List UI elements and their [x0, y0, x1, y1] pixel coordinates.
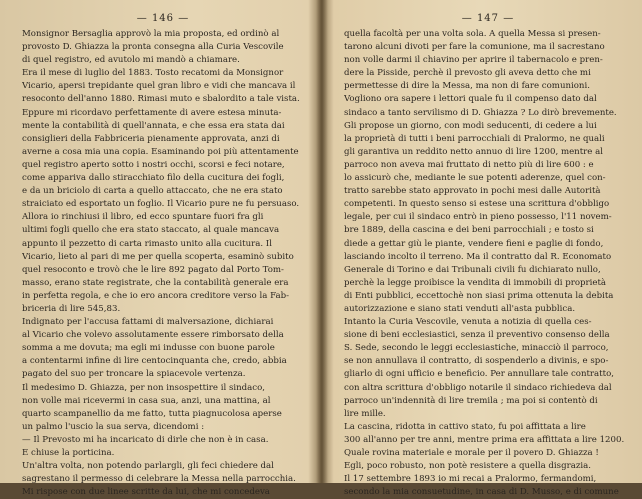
right-page-text	[344, 28, 632, 499]
text-line: bre 1889, della cascina e dei beni parrocchiali ; e tosto si	[344, 225, 594, 236]
text-line: Vicario, lieto al pari di me per quella scoperta, esaminò subito	[22, 251, 294, 262]
text-line: somma a me dovuta; ma egli mi indusse con buone parole	[22, 343, 275, 354]
text-line: Il medesimo D. Ghiazza, per non insospettire il sindaco,	[22, 382, 265, 393]
text-line: diede a gettar giù le piante, vendere fieni e paglie di fondo,	[344, 238, 604, 249]
text-line: pagato del suo per troncare la spiacevole vertenza.	[22, 369, 246, 380]
text-line: ultimi fogli quello che era stato staccato, al quale mancava	[22, 225, 280, 236]
text-line: La cascina, ridotta in cattivo stato, fu poi affittata a lire	[344, 421, 586, 432]
text-line: consiglieri della Fabbriceria pienamente approvata, anzi di	[22, 133, 280, 144]
text-line: mente la contabilità di quell'annata, e che essa era stata dai	[22, 120, 285, 131]
text-line: con altra scrittura d'obbligo notarile il sindaco richiedeva dal	[344, 382, 612, 393]
text-line: lire mille.	[344, 408, 386, 419]
text-line: al Vicario che volevo assolutamente essere rimborsato della	[22, 330, 284, 341]
text-line: di quel registro, ed avutolo mi mandò a chiamare.	[22, 55, 240, 66]
text-line: Quale rovina materiale e morale per il povero D. Ghiazza !	[344, 448, 599, 458]
text-line: legale, per cui il sindaco entrò in pieno possesso, l'11 novem-	[344, 212, 612, 223]
text-line: briceria di lire 545,83.	[22, 303, 121, 314]
text-line: perchè la legge proibisce la vendita di immobili di proprietà	[344, 277, 607, 288]
text-line: 300 all'anno per tre anni, mentre prima era affittata a lire 1200.	[344, 434, 625, 445]
text-line: in perfetta regola, e che io ero ancora creditore verso la Fab-	[22, 290, 289, 301]
text-line: masso, erano state registrate, che la contabilità generale era	[22, 277, 289, 288]
text-line: non volle mai ricevermi in casa sua, anzi, una mattina, al	[22, 395, 271, 406]
text-line: E chiuse la porticina.	[22, 448, 115, 458]
text-line: Eppure mi ricordavo perfettamente di avere estesa minuta-	[22, 107, 282, 118]
text-line: sione di beni ecclesiastici, senza il preventivo consenso della	[344, 330, 610, 341]
right-page	[326, 0, 642, 498]
left-page-text	[22, 28, 304, 499]
text-line: quel registro aperto sotto i nostri occhi, scorsi e feci notare,	[22, 159, 285, 170]
text-line: gliarlo di ogni ufficio e beneficio. Per annullare tale contratto,	[344, 369, 614, 380]
text-line: Un'altra volta, non potendo parlargli, gli feci chiedere dal	[22, 461, 274, 472]
text-line: parroco un'indennità di lire tremila ; ma poi si contentò di	[344, 395, 598, 406]
text-line: competenti. In questo senso si estese una scrittura d'obbligo	[344, 199, 610, 210]
text-line: Indignato per l'accusa fattami di malversazione, dichiarai	[22, 317, 274, 328]
text-line: Vicario, apersi trepidante quel gran libro e vidi che mancava il	[22, 81, 296, 92]
text-line: sagrestano il permesso di celebrare la Messa nella parrocchia.	[22, 474, 296, 485]
text-line: lasciando incolto il terreno. Ma il contratto dal R. Economato	[344, 251, 612, 262]
text-line: Monsignor Bersaglia approvò la mia proposta, ed ordinò al	[22, 29, 280, 39]
left-page	[0, 0, 318, 498]
text-line: di Enti pubblici, eccettochè non siasi prima ottenuta la debita	[344, 290, 614, 301]
text-line: S. Sede, secondo le leggi ecclesiastiche, minacciò il parroco,	[344, 343, 609, 354]
text-line: Il 17 settembre 1893 io mi recai a Pralormo, fermandomi,	[344, 474, 597, 485]
text-line: straiciato ed esportato un foglio. Il Vicario pure ne fu persuaso.	[22, 199, 300, 210]
text-line: a contentarmi infine di lire centocinquanta che, credo, abbia	[22, 356, 287, 367]
text-line: come appariva dallo stiracchiato filo della cucitura dei fogli,	[22, 173, 285, 184]
text-line: un palmo l'uscio la sua serva, dicendomi :	[22, 421, 205, 432]
text-line: e da un briciolo di carta a quello attaccato, che ne era stato	[22, 186, 283, 197]
text-line: non volle darmi il chiavino per aprire il tabernacolo e pren-	[344, 55, 603, 66]
text-line: dere la Pisside, perchè il prevosto gli aveva detto che mi	[344, 68, 591, 79]
text-line: sindaco a tanto servilismo di D. Ghiazza ? Lo dirò brevemente.	[344, 107, 617, 118]
text-line: lo assicurò che, mediante le sue potenti aderenze, quel con-	[344, 173, 606, 184]
text-line: Intanto la Curia Vescovile, venuta a notizia di quella ces-	[344, 317, 592, 328]
page-number-right: — 147 —	[461, 13, 515, 24]
text-line: la proprietà di tutti i beni parrocchiali di Pralormo, ne quali	[344, 133, 605, 144]
text-line: Mi rispose con due linee scritte da lui, che mi concedeva	[22, 487, 270, 498]
text-line: Egli, poco robusto, non potè resistere a quella disgrazia.	[344, 461, 591, 472]
text-line: provosto D. Ghiazza la pronta consegna alla Curia Vescovile	[22, 42, 284, 53]
text-line: permettesse di dire la Messa, ma non di fare comunioni.	[344, 81, 590, 92]
text-line: parroco non aveva mai fruttato di netto più di lire 600 : e	[344, 159, 594, 170]
text-line: Allora io rinchiusi il libro, ed ecco spuntare fuori fra gli	[22, 212, 264, 223]
text-line: tratto sarebbe stato approvato in pochi mesi dalle Autorità	[344, 186, 601, 197]
text-line: Gli propose un giorno, con modi seducenti, di cedere a lui	[344, 120, 597, 131]
text-line: averne a cosa mia una copia. Esaminando poi più attentamente	[22, 146, 299, 157]
text-line: tarono alcuni divoti per fare la comunione, ma il sacrestano	[344, 42, 605, 53]
text-line: Generale di Torino e dai Tribunali civili fu dichiarato nullo,	[344, 264, 601, 275]
text-line: secondo la mia consuetudine, in casa di D. Musso, e di comune	[344, 487, 619, 498]
text-line: quel resoconto e trovò che le lire 892 pagato dal Porto Tom-	[22, 264, 284, 275]
text-line: quella facoltà per una volta sola. A quella Messa si presen-	[344, 29, 601, 39]
text-line: Vogliono ora sapere i lettori quale fu il compenso dato dal	[344, 94, 597, 105]
page-number-left: — 146 —	[136, 13, 190, 24]
text-line: appunto il pezzetto di carta rimasto unito alla cucitura. Il	[22, 238, 272, 249]
text-line: autorizzazione e siano stati venduti all'asta pubblica.	[344, 303, 576, 314]
text-line: — Il Prevosto mi ha incaricato di dirle che non è in casa.	[22, 434, 269, 445]
text-line: Era il mese di luglio del 1883. Tosto recatomi da Monsignor	[22, 68, 284, 79]
text-line: quarto scampanellio da me fatto, tutta piagnucolosa aperse	[22, 408, 282, 419]
text-line: gli garantiva un reddito netto annuo di lire 1200, mentre al	[344, 146, 603, 157]
text-line: se non annullava il contratto, di sospenderlo a divinis, e spo-	[344, 356, 609, 367]
text-line: resoconto dell'anno 1880. Rimasi muto e sbalordito a tale vista.	[22, 94, 300, 105]
